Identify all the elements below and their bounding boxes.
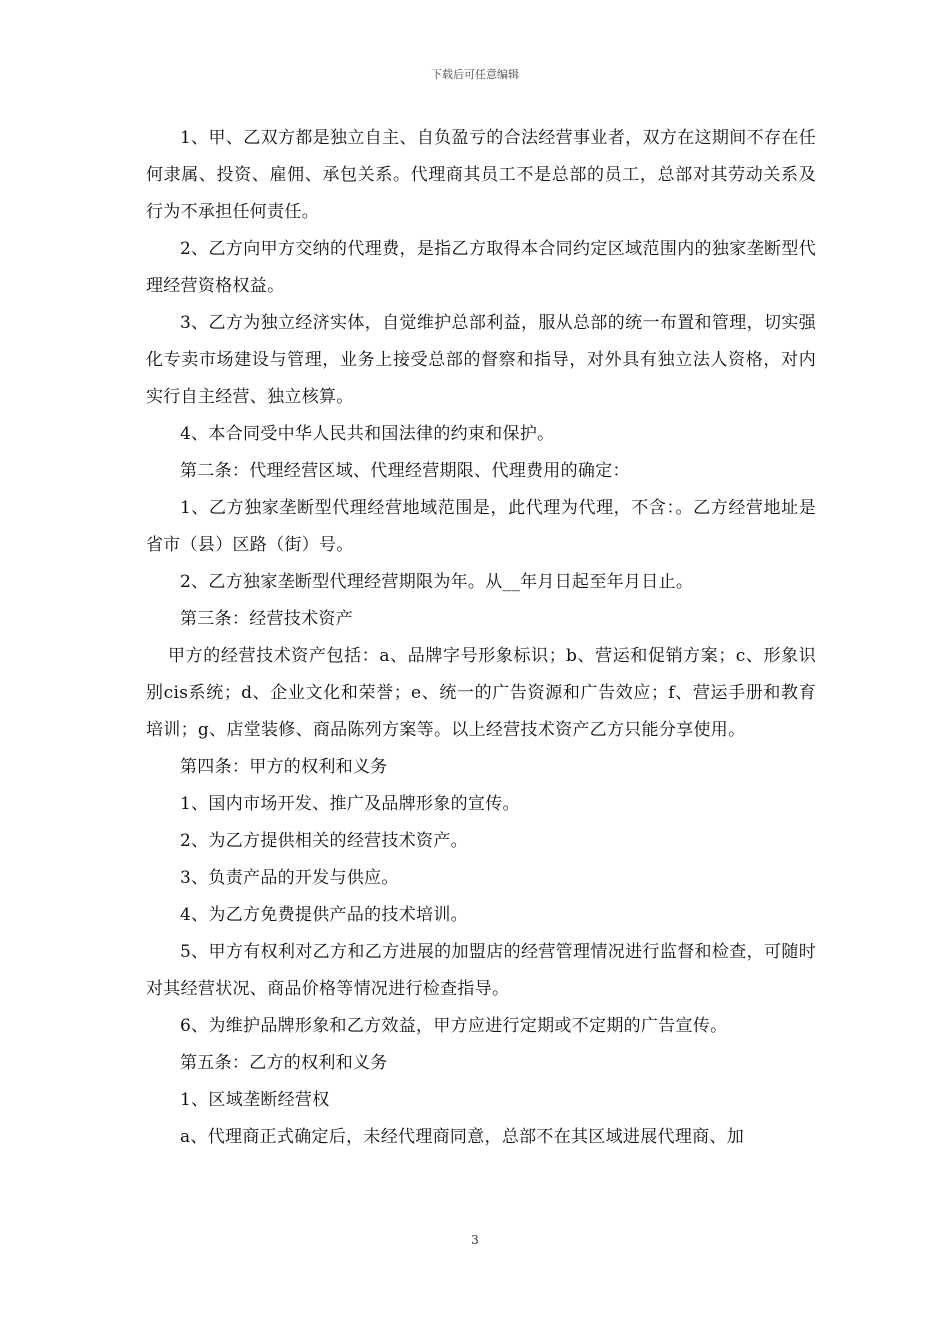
section-heading: 第二条：代理经营区域、代理经营期限、代理费用的确定：: [180, 461, 630, 481]
paragraph: 1、乙方独家垄断型代理经营地域范围是，此代理为代理，不含：。乙方经营地址是省市（县）区路（街）号。: [146, 498, 816, 555]
paragraph: 4、本合同受中华人民共和国法律的约束和保护。: [180, 424, 555, 444]
paragraph: 2、乙方独家垄断型代理经营期限为年。从__年月日起至年月日止。: [180, 572, 694, 592]
paragraph: 1、甲、乙双方都是独立自主、自负盈亏的合法经营事业者，双方在这期间不存在任何隶属、投资、雇佣、承包关系。代理商其员工不是总部的员工，总部对其劳动关系及行为不承担任何责任。: [146, 128, 816, 222]
paragraph: 1、区域垄断经营权: [180, 1090, 330, 1110]
section-heading: 第四条：甲方的权利和义务: [180, 757, 388, 777]
paragraph: 1、国内市场开发、推广及品牌形象的宣传。: [180, 794, 520, 814]
paragraph: 甲方的经营技术资产包括：a、品牌字号形象标识；b、营运和促销方案；c、形象识别cis系统；d、企业文化和荣誉；e、统一的广告资源和广告效应；f、营运手册和教育培训；g、店堂装修、商品陈列方案等。以上经营技术资产乙方只能分享使用。: [146, 646, 816, 740]
paragraph: a、代理商正式确定后，未经代理商同意，总部不在其区域进展代理商、加: [180, 1127, 745, 1147]
paragraph: 3、负责产品的开发与供应。: [180, 868, 399, 888]
paragraph: 2、乙方向甲方交纳的代理费，是指乙方取得本合同约定区域范围内的独家垄断型代理经营资格权益。: [146, 239, 816, 296]
paragraph: 6、为维护品牌形象和乙方效益，甲方应进行定期或不定期的广告宣传。: [180, 1016, 728, 1036]
page-number: 3: [471, 1233, 479, 1247]
paragraph: 5、甲方有权利对乙方和乙方进展的加盟店的经营管理情况进行监督和检查，可随时对其经营状况、商品价格等情况进行检查指导。: [146, 942, 816, 999]
section-heading: 第三条：经营技术资产: [180, 609, 353, 629]
paragraph: 3、乙方为独立经济实体，自觉维护总部利益，服从总部的统一布置和管理，切实强化专卖市场建设与管理，业务上接受总部的督察和指导，对外具有独立法人资格，对内实行自主经营、独立核算。: [146, 313, 816, 407]
paragraph: 2、为乙方提供相关的经营技术资产。: [180, 831, 468, 851]
document-body: [146, 120, 816, 1156]
section-heading: 第五条：乙方的权利和义务: [180, 1053, 388, 1073]
page-header: 下载后可任意编辑: [431, 68, 519, 81]
paragraph: 4、为乙方免费提供产品的技术培训。: [180, 905, 468, 925]
